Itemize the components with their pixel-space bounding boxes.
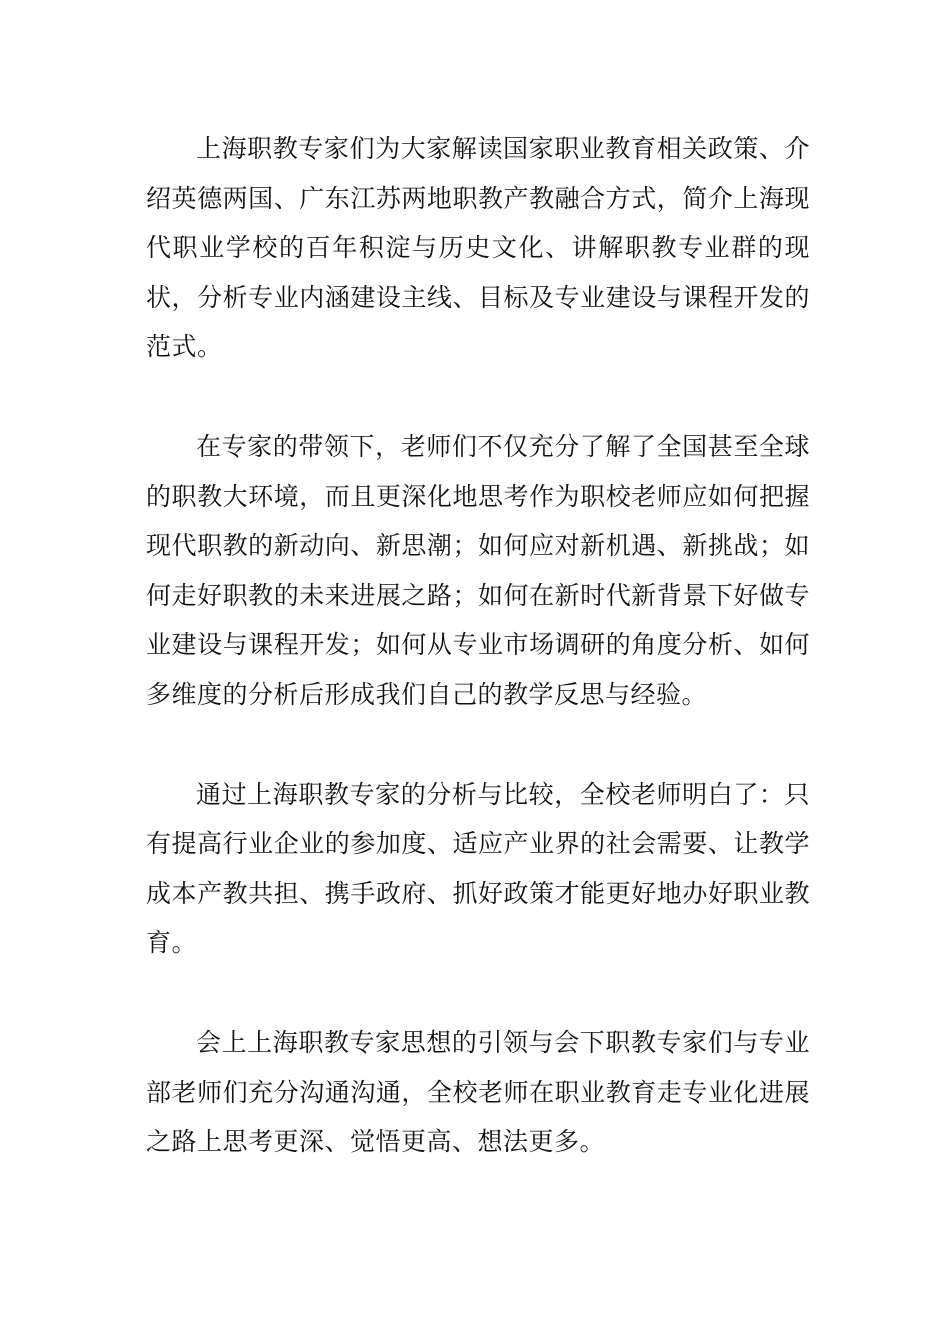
paragraph-3: 通过上海职教专家的分析与比较，全校老师明白了：只有提高行业企业的参加度、适应产业界的社会需要、让教学成本产教共担、携手政府、抓好政策才能更好地办好职业教育。	[146, 779, 810, 958]
paragraph-1: 上海职教专家们为大家解读国家职业教育相关政策、介绍英德两国、广东江苏两地职教产教融合方式，简介上海现代职业学校的百年积淀与历史文化、讲解职教专业群的现状，分析专业内涵建设主线、目标及专业建设与课程开发的范式。	[146, 134, 810, 362]
paragraph-4: 会上上海职教专家思想的引领与会下职教专家们与专业部老师们充分沟通沟通，全校老师在职业教育走专业化进展之路上思考更深、觉悟更高、想法更多。	[146, 1027, 810, 1157]
document-body	[146, 124, 810, 1217]
paragraph-2: 在专家的带领下，老师们不仅充分了解了全国甚至全球的职教大环境，而且更深化地思考作为职校老师应如何把握现代职教的新动向、新思潮；如何应对新机遇、新挑战；如何走好职教的未来进展之路；如何在新时代新背景下好做专业建设与课程开发；如何从专业市场调研的角度分析、如何多维度的分析后形成我们自己的教学反思与经验。	[146, 431, 810, 709]
